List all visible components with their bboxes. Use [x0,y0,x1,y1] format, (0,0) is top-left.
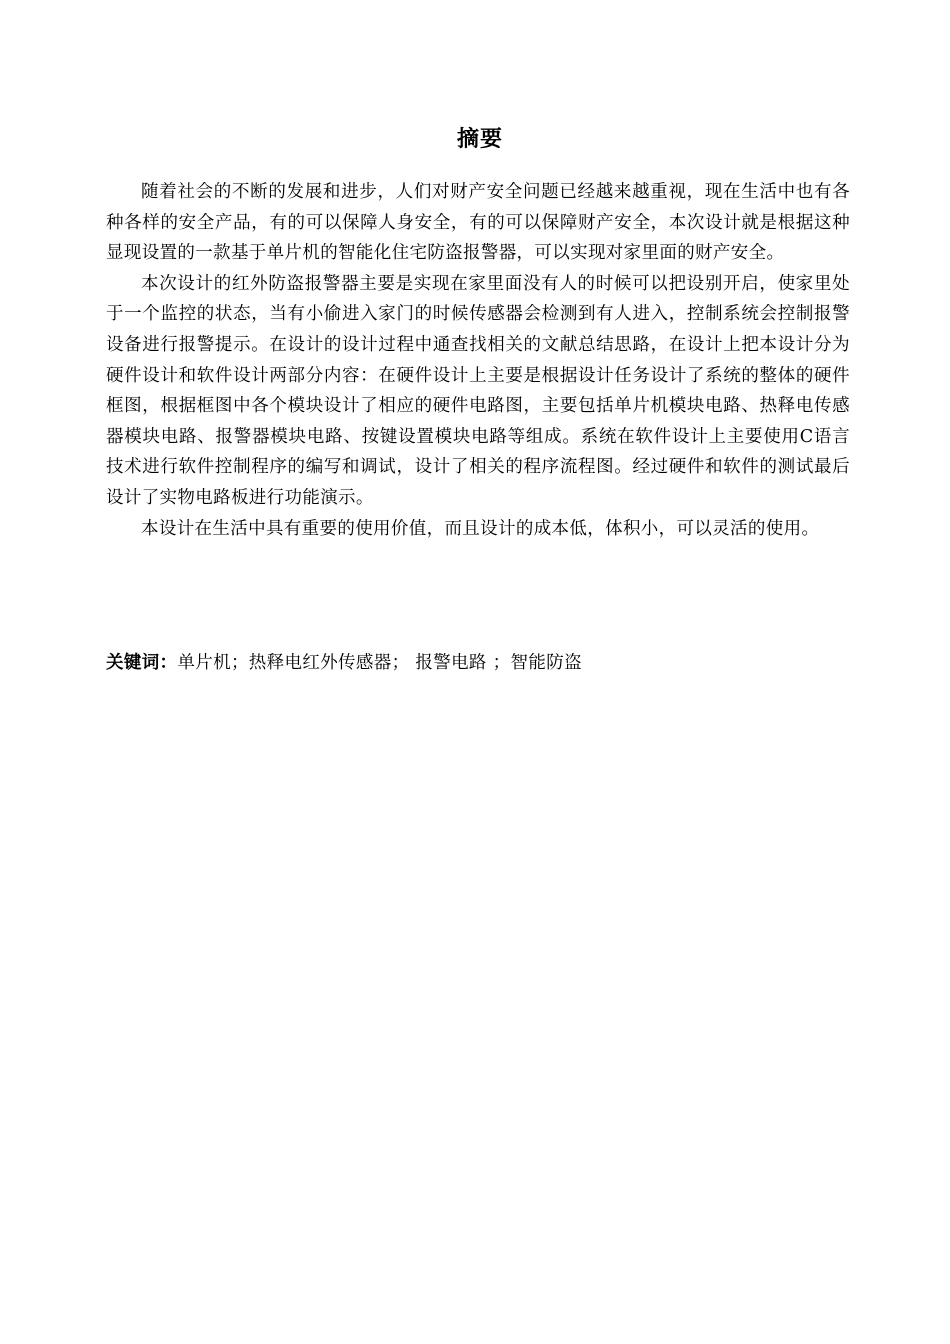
keywords-text: 单片机；热释电红外传感器； 报警电路 ；智能防盗 [177,653,582,673]
paragraph-3: 本设计在生活中具有重要的使用价值，而且设计的成本低，体积小，可以灵活的使用。 [141,518,820,539]
keywords-line [106,648,850,678]
abstract-body [106,177,850,544]
paragraph-1: 随着社会的不断的发展和进步，人们对财产安全问题已经越来越重视，现在生活中也有各种各样的安全产品，有的可以保障人身安全，有的可以保障财产安全，本次设计就是根据这种显现设置的一款基于单片机的智能化住宅防盗报警器，可以实现对家里面的财产安全。 [106,182,850,264]
keywords-label: 关键词： [106,653,178,673]
paragraph-2: 本次设计的红外防盗报警器主要是实现在家里面没有人的时候可以把设别开启，使家里处于一个监控的状态，当有小偷进入家门的时候传感器会检测到有人进入，控制系统会控制报警设备进行报警提示。在设计的设计过程中通查找相关的文献总结思路，在设计上把本设计分为硬件设计和软件设计两部分内容：在硬件设计上主要是根据设计任务设计了系统的整体的硬件框图，根据框图中各个模块设计了相应的硬件电路图，主要包括单片机模块电路、热释电传感器模块电路、报警器模块电路、按键设置模块电路等组成。系统在软件设计上主要使用C语言技术进行软件控制程序的编写和调试，设计了相关的程序流程图。经过硬件和软件的测试最后设计了实物电路板进行功能演示。 [106,273,850,508]
page-title: 摘要 [456,127,503,152]
